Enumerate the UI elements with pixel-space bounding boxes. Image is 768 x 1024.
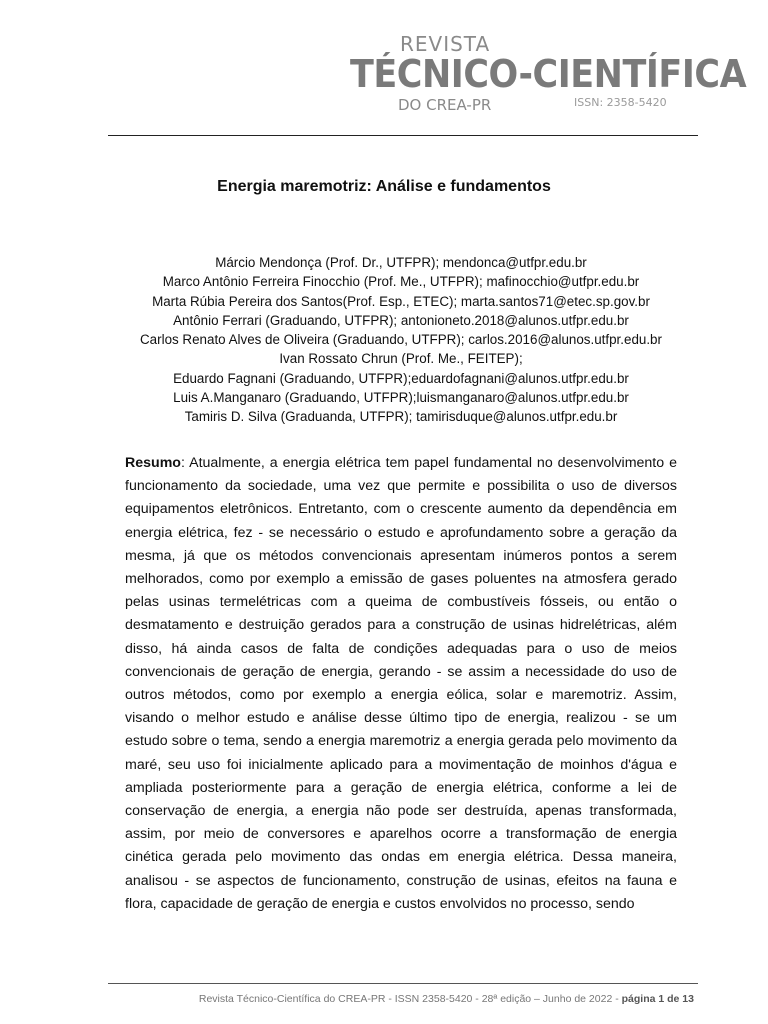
author-line: Luis A.Manganaro (Graduando, UTFPR);luismanganaro@alunos.utfpr.edu.br [173,390,629,406]
page-footer [199,993,694,1005]
masthead-revista: REVISTA [400,32,491,56]
author-line: Marta Rúbia Pereira dos Santos(Prof. Esp., ETEC); marta.santos71@etec.sp.gov.br [152,293,650,309]
author-line: Carlos Renato Alves de Oliveira (Graduando, UTFPR); carlos.2016@alunos.utfpr.edu.br [140,332,662,348]
paper-title: Energia maremotriz: Análise e fundamentos [217,178,551,195]
author-line: Ivan Rossato Chrun (Prof. Me., FEITEP); [279,351,523,367]
author-line: Márcio Mendonça (Prof. Dr., UTFPR); mendonca@utfpr.edu.br [215,255,587,270]
abstract [125,452,677,924]
author-line: Eduardo Fagnani (Graduando, UTFPR);eduardofagnani@alunos.utfpr.edu.br [173,370,629,386]
abstract-label: Resumo [125,455,181,471]
footer-divider [108,983,698,984]
author-list [108,253,694,427]
page-number: página 1 de 13 [621,993,694,1005]
author-line: Marco Antônio Ferreira Finocchio (Prof. Me., UTFPR); mafinocchio@utfpr.edu.br [162,274,640,290]
author-line: Antônio Ferrari (Graduando, UTFPR); antonioneto.2018@alunos.utfpr.edu.br [173,312,629,328]
masthead-issn: ISSN: 2358-5420 [574,96,667,109]
masthead-crea: DO CREA-PR [398,96,492,114]
author-line: Tamiris D. Silva (Graduanda, UTFPR); tamirisduque@alunos.utfpr.edu.br [184,409,618,425]
journal-masthead [350,28,747,118]
abstract-text: : Atualmente, a energia elétrica tem papel fundamental no desenvolvimento e funcionamento da sociedade, uma vez que permite e possibilita o uso de diversos equipamentos eletrônicos. Entretanto, com o crescente aumento da dependência em energia elétrica, fez - se necessário o estudo e aprofundamento sobre a geração da mesma, já que os métodos convencionais apresentam inúmeros pontos a serem melhorados, como por exemplo a emissão de gases poluentes na atmosfera gerado pelas usinas termelétricas com a queima de combustíveis fósseis, ou então o desmatamento e destruição gerados para a construção de usinas hidrelétricas, além disso, há ainda casos de falta de condições adequadas para o uso de meios convencionais de geração de energia, gerando - se assim a necessidade do uso de outros métodos, como por exemplo a energia eólica, solar e maremotriz. Assim, visando o melhor estudo e análise desse último tipo de energia, realizou - se um estudo sobre o tema, sendo a energia maremotriz a energia gerada pelo movimento da maré, seu uso foi inicialmente aplicado para a movimentação de moinhos d'água e ampliada posteriormente para a geração de energia elétrica, conforme a lei de conservação de energia, a energia não pode ser destruída, apenas transformada, assim, por meio de conversores e aparelhos ocorre a transformação de energia cinética gerada pelo movimento das ondas em energia elétrica. Dessa maneira, analisou - se aspectos de funcionamento, construção de usinas, efeitos na fauna e flora, capacidade de geração de energia e custos envolvidos no processo, sendo [125,455,677,912]
masthead-title: TÉCNICO-CIENTÍFICA [350,52,747,96]
footer-text: Revista Técnico-Científica do CREA-PR - ISSN 2358-5420 - 28ª edição – Junho de 2022 - [198,993,622,1005]
header-divider [108,135,698,136]
